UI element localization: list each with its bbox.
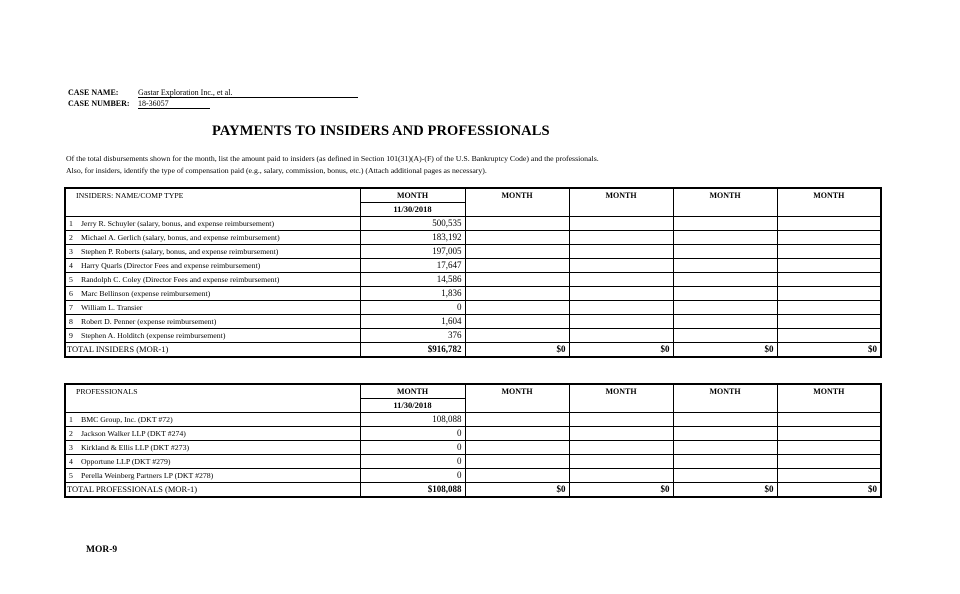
empty-cell — [673, 413, 777, 427]
total-amount: $916,782 — [360, 343, 465, 358]
row-label — [65, 301, 360, 315]
empty-cell — [465, 287, 569, 301]
form-number: MOR-9 — [86, 545, 118, 555]
empty-cell — [569, 413, 673, 427]
total-amount: $0 — [777, 483, 881, 498]
empty-cell — [465, 301, 569, 315]
total-amount: $0 — [465, 483, 569, 498]
amount-cell: 0 — [360, 455, 465, 469]
empty-cell — [465, 245, 569, 259]
case-number-label: CASE NUMBER: — [68, 99, 130, 108]
row-number: 4 — [69, 457, 73, 466]
amount-cell: 17,647 — [360, 259, 465, 273]
empty-cell — [465, 455, 569, 469]
empty-cell — [569, 273, 673, 287]
empty-cell — [569, 329, 673, 343]
amount-cell: 500,535 — [360, 217, 465, 231]
total-amount: $0 — [569, 483, 673, 498]
page-title: PAYMENTS TO INSIDERS AND PROFESSIONALS — [212, 123, 550, 139]
professionals-table — [64, 383, 882, 498]
row-name: Stephen P. Roberts (salary, bonus, and expense reimbursement) — [81, 247, 279, 256]
row-name: Perella Weinberg Partners LP (DKT #278) — [81, 471, 214, 480]
total-amount: $0 — [673, 483, 777, 498]
case-name-label: CASE NAME: — [68, 88, 119, 97]
empty-cell — [777, 245, 881, 259]
month-header: MONTH — [465, 188, 569, 217]
row-label — [65, 217, 360, 231]
row-label — [65, 315, 360, 329]
row-number: 3 — [69, 443, 73, 452]
empty-cell — [777, 287, 881, 301]
row-number: 5 — [69, 275, 73, 284]
instructions-line-1: Of the total disbursements shown for the month, list the amount paid to insiders (as defined in Section 101(31)(A)-(F) of the U.S. Bankruptcy Code) and the professionals. — [66, 154, 599, 163]
insider-row — [65, 315, 881, 329]
row-name: Marc Bellinson (expense reimbursement) — [81, 289, 211, 298]
professional-row — [65, 427, 881, 441]
amount-cell: 0 — [360, 301, 465, 315]
amount-cell: 0 — [360, 441, 465, 455]
row-number: 7 — [69, 303, 73, 312]
empty-cell — [465, 413, 569, 427]
empty-cell — [569, 287, 673, 301]
empty-cell — [465, 427, 569, 441]
row-number: 2 — [69, 429, 73, 438]
total-amount: $108,088 — [360, 483, 465, 498]
month-header: MONTH — [673, 384, 777, 413]
empty-cell — [673, 469, 777, 483]
empty-cell — [777, 441, 881, 455]
row-number: 4 — [69, 261, 73, 270]
empty-cell — [777, 217, 881, 231]
professionals-header: PROFESSIONALS — [65, 384, 360, 413]
professional-row — [65, 441, 881, 455]
empty-cell — [465, 231, 569, 245]
row-label — [65, 469, 360, 483]
empty-cell — [777, 469, 881, 483]
insiders-total-row — [65, 343, 881, 358]
empty-cell — [465, 273, 569, 287]
empty-cell — [673, 441, 777, 455]
empty-cell — [569, 427, 673, 441]
empty-cell — [777, 413, 881, 427]
row-name: Harry Quarls (Director Fees and expense reimbursement) — [81, 261, 261, 270]
month-header: MONTH — [360, 188, 465, 203]
total-label: TOTAL PROFESSIONALS (MOR-1) — [65, 483, 360, 498]
professional-row — [65, 469, 881, 483]
empty-cell — [569, 245, 673, 259]
empty-cell — [569, 315, 673, 329]
amount-cell: 1,604 — [360, 315, 465, 329]
empty-cell — [569, 441, 673, 455]
total-amount: $0 — [465, 343, 569, 358]
professionals-header-row — [65, 384, 881, 399]
month-header: MONTH — [569, 384, 673, 413]
insider-row — [65, 217, 881, 231]
empty-cell — [569, 455, 673, 469]
instructions-line-2: Also, for insiders, identify the type of compensation paid (e.g., salary, commission, bonus, etc.) (Attach additional pages as necessary). — [66, 166, 487, 175]
empty-cell — [465, 315, 569, 329]
empty-cell — [777, 273, 881, 287]
row-name: Opportune LLP (DKT #279) — [81, 457, 171, 466]
total-label: TOTAL INSIDERS (MOR-1) — [65, 343, 360, 358]
row-number: 6 — [69, 289, 73, 298]
insider-row — [65, 301, 881, 315]
row-number: 5 — [69, 471, 73, 480]
insiders-header: INSIDERS: NAME/COMP TYPE — [65, 188, 360, 217]
insider-row — [65, 329, 881, 343]
row-label — [65, 329, 360, 343]
amount-cell: 1,836 — [360, 287, 465, 301]
row-label — [65, 245, 360, 259]
month-header: MONTH — [569, 188, 673, 217]
insider-row — [65, 245, 881, 259]
row-label — [65, 413, 360, 427]
case-number — [68, 99, 169, 108]
empty-cell — [465, 217, 569, 231]
empty-cell — [465, 329, 569, 343]
empty-cell — [777, 315, 881, 329]
empty-cell — [673, 245, 777, 259]
row-name: Kirkland & Ellis LLP (DKT #273) — [81, 443, 190, 452]
empty-cell — [777, 231, 881, 245]
row-number: 9 — [69, 331, 73, 340]
amount-cell: 108,088 — [360, 413, 465, 427]
empty-cell — [673, 259, 777, 273]
row-number: 1 — [69, 415, 73, 424]
insider-row — [65, 287, 881, 301]
empty-cell — [465, 259, 569, 273]
empty-cell — [777, 455, 881, 469]
row-label — [65, 287, 360, 301]
empty-cell — [569, 217, 673, 231]
professional-row — [65, 455, 881, 469]
row-name: Jerry R. Schuyler (salary, bonus, and expense reimbursement) — [81, 219, 275, 228]
row-label — [65, 427, 360, 441]
row-name: Stephen A. Holditch (expense reimbursement) — [81, 331, 226, 340]
row-name: Robert D. Penner (expense reimbursement) — [81, 317, 217, 326]
case-number-value: 18-36057 — [138, 99, 210, 109]
professional-row — [65, 413, 881, 427]
month-header: MONTH — [777, 384, 881, 413]
amount-cell: 0 — [360, 427, 465, 441]
row-number: 8 — [69, 317, 73, 326]
amount-cell: 14,586 — [360, 273, 465, 287]
total-amount: $0 — [777, 343, 881, 358]
case-name-value: Gastar Exploration Inc., et al. — [138, 88, 358, 98]
row-label — [65, 259, 360, 273]
insider-row — [65, 259, 881, 273]
total-amount: $0 — [673, 343, 777, 358]
empty-cell — [465, 469, 569, 483]
empty-cell — [777, 301, 881, 315]
row-number: 1 — [69, 219, 73, 228]
empty-cell — [465, 441, 569, 455]
month-date: 11/30/2018 — [360, 203, 465, 217]
row-name: BMC Group, Inc. (DKT #72) — [81, 415, 173, 424]
month-header: MONTH — [360, 384, 465, 399]
row-number: 3 — [69, 247, 73, 256]
case-name — [68, 88, 233, 97]
insider-row — [65, 273, 881, 287]
row-label — [65, 455, 360, 469]
empty-cell — [777, 329, 881, 343]
empty-cell — [673, 231, 777, 245]
empty-cell — [673, 427, 777, 441]
amount-cell: 183,192 — [360, 231, 465, 245]
amount-cell: 197,005 — [360, 245, 465, 259]
row-label — [65, 441, 360, 455]
month-date: 11/30/2018 — [360, 399, 465, 413]
row-number: 2 — [69, 233, 73, 242]
row-name: Jackson Walker LLP (DKT #274) — [81, 429, 186, 438]
empty-cell — [673, 273, 777, 287]
row-label — [65, 273, 360, 287]
empty-cell — [569, 469, 673, 483]
empty-cell — [777, 259, 881, 273]
total-amount: $0 — [569, 343, 673, 358]
row-name: Randolph C. Coley (Director Fees and expense reimbursement) — [81, 275, 280, 284]
month-header: MONTH — [777, 188, 881, 217]
insiders-header-row — [65, 188, 881, 203]
empty-cell — [569, 231, 673, 245]
empty-cell — [673, 287, 777, 301]
professionals-total-row — [65, 483, 881, 498]
empty-cell — [673, 329, 777, 343]
empty-cell — [673, 217, 777, 231]
empty-cell — [673, 315, 777, 329]
empty-cell — [569, 301, 673, 315]
empty-cell — [569, 259, 673, 273]
empty-cell — [673, 301, 777, 315]
row-name: William L. Transier — [81, 303, 143, 312]
empty-cell — [673, 455, 777, 469]
amount-cell: 376 — [360, 329, 465, 343]
empty-cell — [777, 427, 881, 441]
month-header: MONTH — [465, 384, 569, 413]
amount-cell: 0 — [360, 469, 465, 483]
insider-row — [65, 231, 881, 245]
row-name: Michael A. Gerlich (salary, bonus, and expense reimbursement) — [81, 233, 280, 242]
month-header: MONTH — [673, 188, 777, 217]
row-label — [65, 231, 360, 245]
insiders-table — [64, 187, 882, 358]
